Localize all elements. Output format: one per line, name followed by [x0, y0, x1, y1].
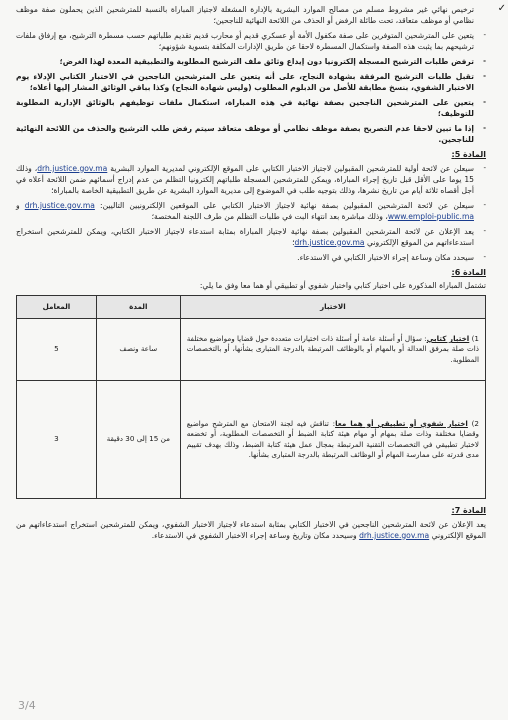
- emploi-public-link[interactable]: www.emploi-public.ma: [387, 211, 474, 221]
- article-5-item: - سيحدد مكان وساعة إجراء الاختبار الكتابي في الاستدعاء.: [297, 252, 486, 262]
- bullet-text: ترفض طلبات الترشيح المسجلة إلكترونيا دون إيداع وثائق ملف الترشيح المطلوبة والتطبيقية المعدة لهذا الغرض؛: [59, 57, 474, 66]
- intro-paragraph: ترخيص نهائي غير مشروط مسلم من مصالح الموارد البشرية بالإدارة المشغلة لاجتياز المباراة بالنسبة للمترشحين الذين يحملون صفة موظف نظامي أو موظف متعاقد، تحت طائلة الرفض أو الحذف من اللائحة النهائية للناجحين؛: [16, 5, 474, 25]
- article-5-item: - سيعلن عن لائحة المترشحين المقبولين بصفة نهائية لاجتياز الاختبار الكتابي على الموقعين الإلكترونيين التاليين: drh.justice.gov.ma و www.emploi-public.ma، وذلك مباشرة بعد انتهاء البت في طلبات التظلم من طرف اللجنة المختصة؛: [16, 200, 486, 221]
- bullet-text: تقبل طلبات الترشيح المرفقة بشهادة النجاح، على أنه يتعين على المترشحين الناجحين في الاختبار الكتابي الإدلاء يوم الاختبار الشفوي، بنسخ مطابقة للأصل من الدبلوم المطلوب (وليس شهادة النجاح) وكذا بباقي الوثائق المشار إليها أعلاه؛: [16, 72, 474, 92]
- exam-coefficient: 3: [17, 381, 97, 499]
- header-duration: المدة: [96, 296, 180, 319]
- exam-duration: من 15 إلى 30 دقيقة: [96, 381, 180, 499]
- bullet-icon: -: [483, 252, 486, 261]
- bullet-icon: -: [483, 72, 486, 80]
- header-exam: الاختبار: [180, 296, 485, 319]
- bullet-text: يتعين على المترشحين المتوفرين على صفة مكفول الأمة أو عسكري قديم أو محارب قديم تقديم طلباتهم حسب مسطرة الترشيح، مع إرفاق ملفات ترشيحهم بما يثبت هذه الصفة واستكمال المسطرة لاحقا عن طريق الإدارات المكلفة بتسوية شؤونهم؛: [16, 31, 474, 51]
- article-5-title: المادة 5:: [451, 150, 486, 159]
- bullet-item: [16, 56, 486, 67]
- page-number: 3/4: [18, 699, 36, 713]
- table-header-row: [17, 296, 486, 319]
- bullet-icon: -: [483, 98, 486, 106]
- article-6-title: المادة 6:: [451, 267, 486, 277]
- bullet-icon: -: [483, 31, 486, 39]
- article-5-item: - يعد الإعلان عن لائحة المترشحين المقبولين بصفة نهائية لاجتياز المباراة بمثابة استدعاء لاجتياز الاختبار الكتابي، ويمكن للمترشحين استخراج استدعاءاتهم من الموقع الإلكتروني drh.justice.gov.ma؛: [16, 226, 486, 247]
- drh-link[interactable]: drh.justice.gov.ma: [359, 530, 430, 540]
- article-5-item: - سيعلن عن لائحة أولية للمترشحين المقبولين لاجتياز الاختبار الكتابي على الموقع الإلكتروني لمديرية الموارد البشرية drh.justice.gov.ma، وذلك 15 يوما على الأقل قبل تاريخ إجراء المباراة، ويمكن للمترشحين المسجلة طلباتهم إلكترونيا التظلم من عدم إدراج أسمائهم ضمن اللائحة أعلاه في أجل أقصاه ثلاثة أيام من تاريخ نشرها، وذلك بتوجيه طلب في الموضوع إلى مديرية الموارد البشرية عن طريق التطبيقية الخاصة بالمباراة؛: [16, 163, 486, 195]
- table-row: [17, 319, 486, 381]
- drh-link[interactable]: drh.justice.gov.ma: [24, 200, 95, 210]
- article-6-intro: تشتمل المباراة المذكورة على اختبار كتابي واختبار شفوي أو تطبيقي أو هما معا وفق ما يلي:: [199, 281, 486, 291]
- article-7-text: يعد الإعلان عن لائحة المترشحين الناجحين في الاختبار الكتابي بمثابة استدعاء لاجتياز الاختبار الشفوي، ويمكن للمترشحين استخراج استدعاءاتهم من الموقع الإلكتروني drh.justice.gov.ma وسيحدد مكان وتاريخ وساعة إجراء الاختبار الشفوي في الاستدعاء.: [16, 519, 486, 540]
- header-coefficient: المعامل: [17, 296, 97, 319]
- check-mark-icon: ✓: [497, 3, 506, 14]
- bullet-icon: -: [483, 163, 486, 172]
- bullet-item: [16, 123, 486, 145]
- bullet-icon: -: [483, 124, 486, 132]
- bullet-item: [16, 71, 486, 93]
- bullet-text: إذا ما تبين لاحقا عدم التصريح بصفة موظف نظامي أو موظف متعاقد سيتم رفض طلب الترشيح والحذف من اللائحة النهائية للناجحين.: [16, 124, 474, 144]
- exam-coefficient: 5: [17, 319, 97, 381]
- table-row: [17, 381, 486, 499]
- exam-description: 2) اختبار شفوي أو تطبيقي أو هما معا: تناقش فيه لجنة الامتحان مع المترشح مواضيع وقضايا مختلفة وذات صلة بمهام أو مهام هيئة كتابة الضبط أو التخصصات المطلوبة، أو تخضعه لاختبار تطبيقي في التخصصات التقنية المرتبطة بمجال عمل هيئة كتابة الضبط، وذلك بهدف تقييم مدى قدرته على ممارسة المهام أو الوظائف المرتبطة بالدرجة المتبارى بشأنها.: [180, 381, 485, 499]
- bullet-icon: -: [483, 226, 486, 235]
- bullet-icon: -: [483, 200, 486, 209]
- drh-link[interactable]: drh.justice.gov.ma: [37, 163, 108, 173]
- article-5-list: [16, 163, 486, 263]
- drh-link[interactable]: drh.justice.gov.ma: [294, 237, 365, 247]
- exam-title: اختبار كتابي: [426, 334, 470, 344]
- exam-title: اختبار شفوي أو تطبيقي أو هما معا: [335, 418, 468, 428]
- bullet-text: يتعين على المترشحين الناجحين بصفة نهائية في هذه المباراة، استكمال ملفات توظيفهم بالوثائق الإدارية المطلوبة للتوظيف؛: [16, 98, 474, 118]
- bullet-icon: -: [483, 57, 486, 65]
- exam-table: [16, 295, 486, 499]
- conditions-list: [16, 30, 486, 145]
- bullet-item: [16, 30, 486, 52]
- exam-description: 1) اختبار كتابي: سؤال أو أسئلة عامة أو أسئلة ذات اختيارات متعددة حول قضايا ومواضيع مختلفة ذات صلة بمرفق العدالة أو بالمهام أو بالوظائف المرتبطة بالدرجة المتبارى بشأنها، أو بالتخصصات المطلوبة.: [180, 319, 485, 381]
- article-7-title: المادة 7:: [451, 506, 486, 516]
- exam-duration: ساعة ونصف: [96, 319, 180, 381]
- bullet-item: [16, 97, 486, 119]
